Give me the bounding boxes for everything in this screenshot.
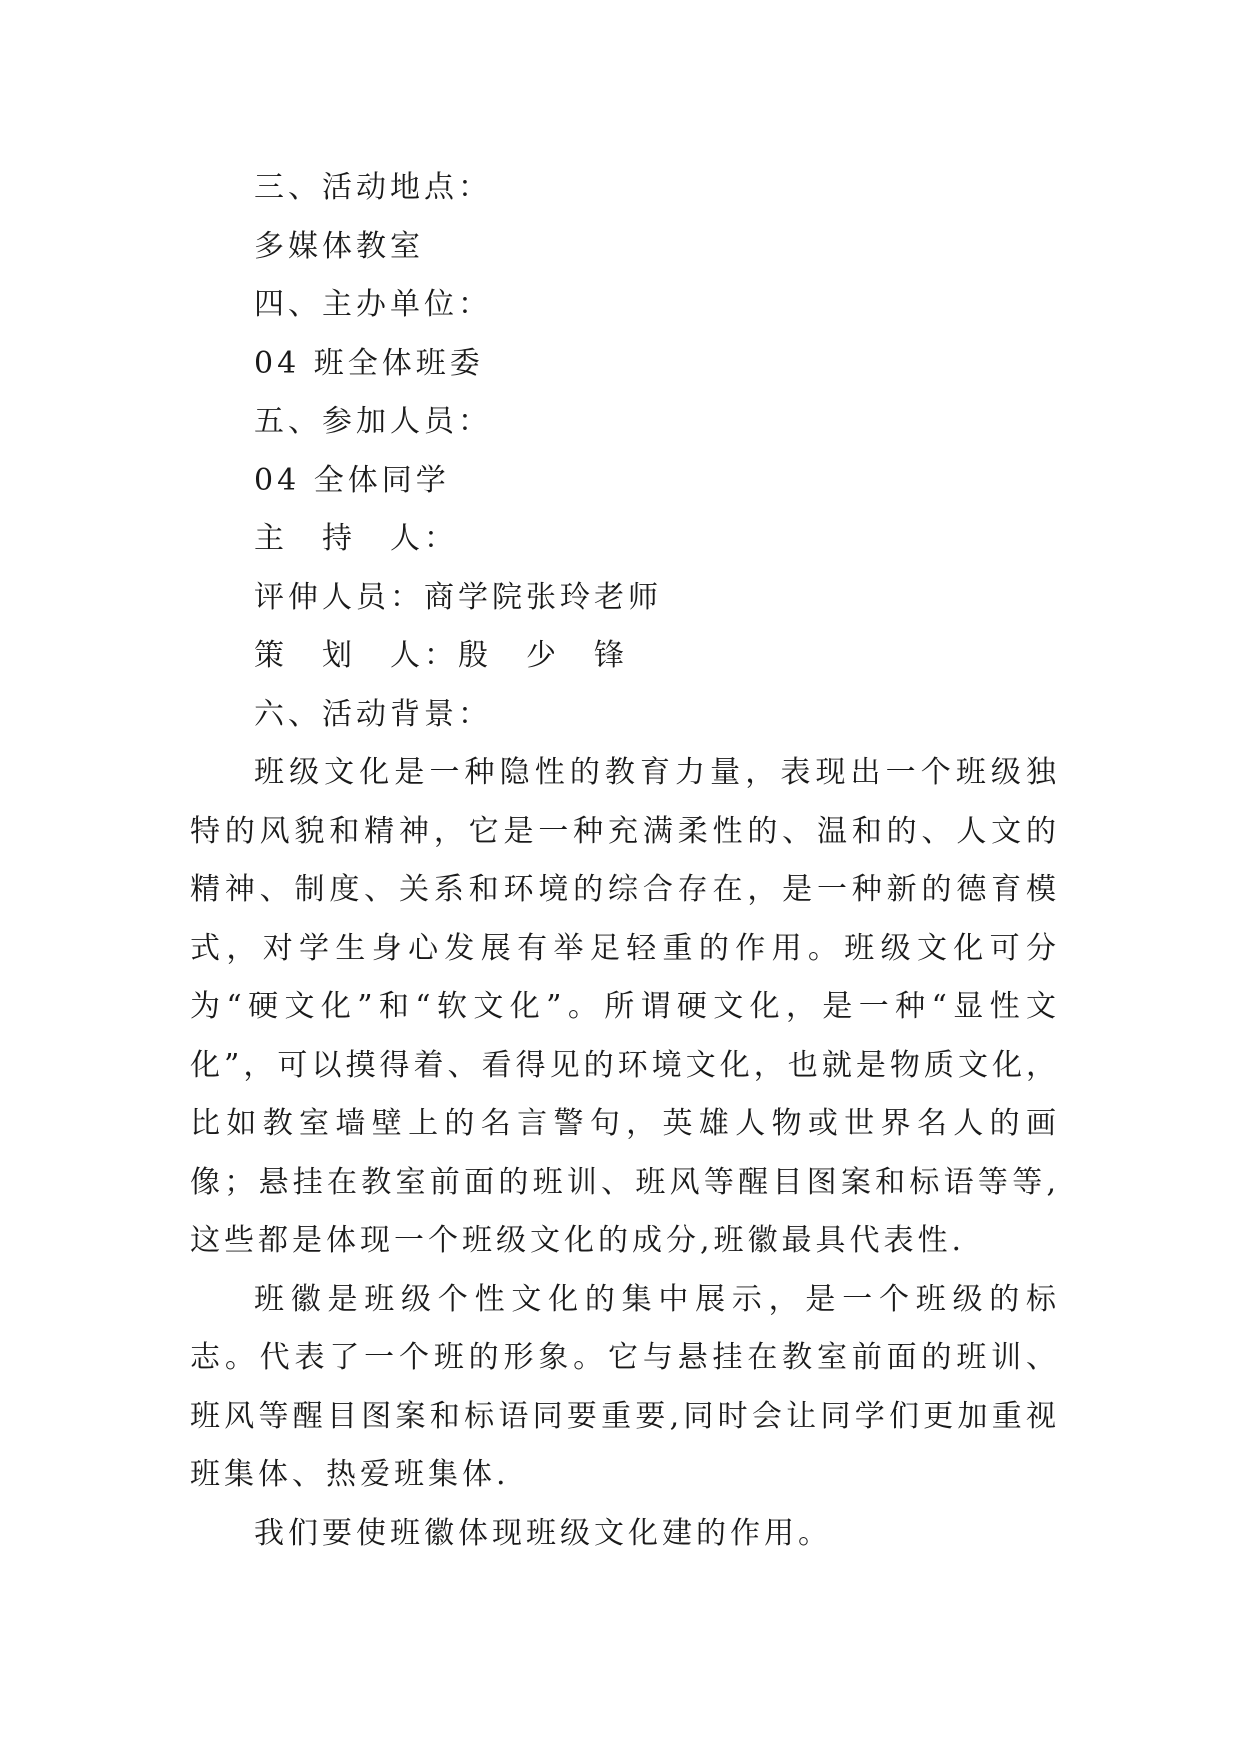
heading-venue: 三、活动地点： (254, 170, 492, 205)
heading-participants: 五、参加人员： (254, 404, 492, 439)
venue-value: 多媒体教室 (254, 228, 424, 264)
judges-line: 评伸人员：商学院张玲老师 (254, 579, 662, 615)
host-line: 主 持 人： (254, 521, 458, 556)
participants-value: 04 全体同学 (254, 462, 450, 498)
organizer-value: 04 班全体班委 (254, 345, 484, 381)
background-paragraph-3: 我们要使班徽体现班级文化建的作用。 (254, 1515, 832, 1551)
document-body (190, 159, 1060, 1563)
background-paragraph-2: 班徽是班级个性文化的集中展示，是一个班级的标志。代表了一个班的形象。它与悬挂在教室前面的班训、班风等醒目图案和标语同要重要,同时会让同学们更加重视班集体、热爱班集体. (190, 1281, 1060, 1492)
heading-background: 六、活动背景： (254, 696, 492, 732)
planner-line: 策 划 人：殷 少 锋 (254, 638, 628, 673)
background-paragraph-1: 班级文化是一种隐性的教育力量，表现出一个班级独特的风貌和精神，它是一种充满柔性的、温和的、人文的精神、制度、关系和环境的综合存在，是一种新的德育模式，对学生身心发展有举足轻重的作用。班级文化可分为“硬文化”和“软文化”。所谓硬文化，是一种“显性文化”，可以摸得着、看得见的环境文化，也就是物质文化，比如教室墙壁上的名言警句，英雄人物或世界名人的画像；悬挂在教室前面的班训、班风等醒目图案和标语等等,这些都是体现一个班级文化的成分,班徽最具代表性. (190, 755, 1060, 1258)
heading-organizer: 四、主办单位： (254, 287, 492, 322)
